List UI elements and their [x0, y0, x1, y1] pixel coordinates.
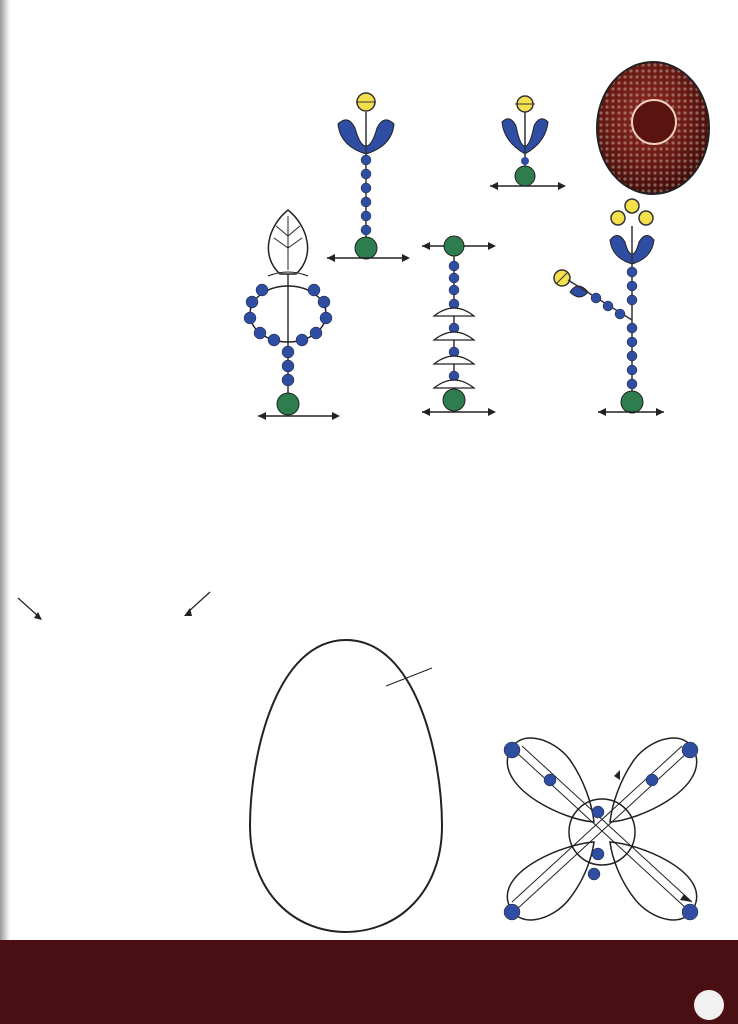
bead-photo-strip [0, 940, 738, 1024]
page-number [694, 990, 724, 1020]
figure-ris-2 [480, 90, 570, 210]
figure-ris-6 [548, 196, 668, 432]
number-badge [632, 100, 676, 144]
figure-ris-4 [236, 206, 346, 431]
scheme-sx-2-butterfly [494, 730, 710, 932]
figure-ris-5 [412, 232, 502, 432]
beaded-egg-photo [592, 56, 714, 196]
figure-ris-1-egg [246, 636, 446, 936]
book-spine-shadow [0, 0, 10, 1024]
scheme-sx-1 [14, 572, 224, 932]
